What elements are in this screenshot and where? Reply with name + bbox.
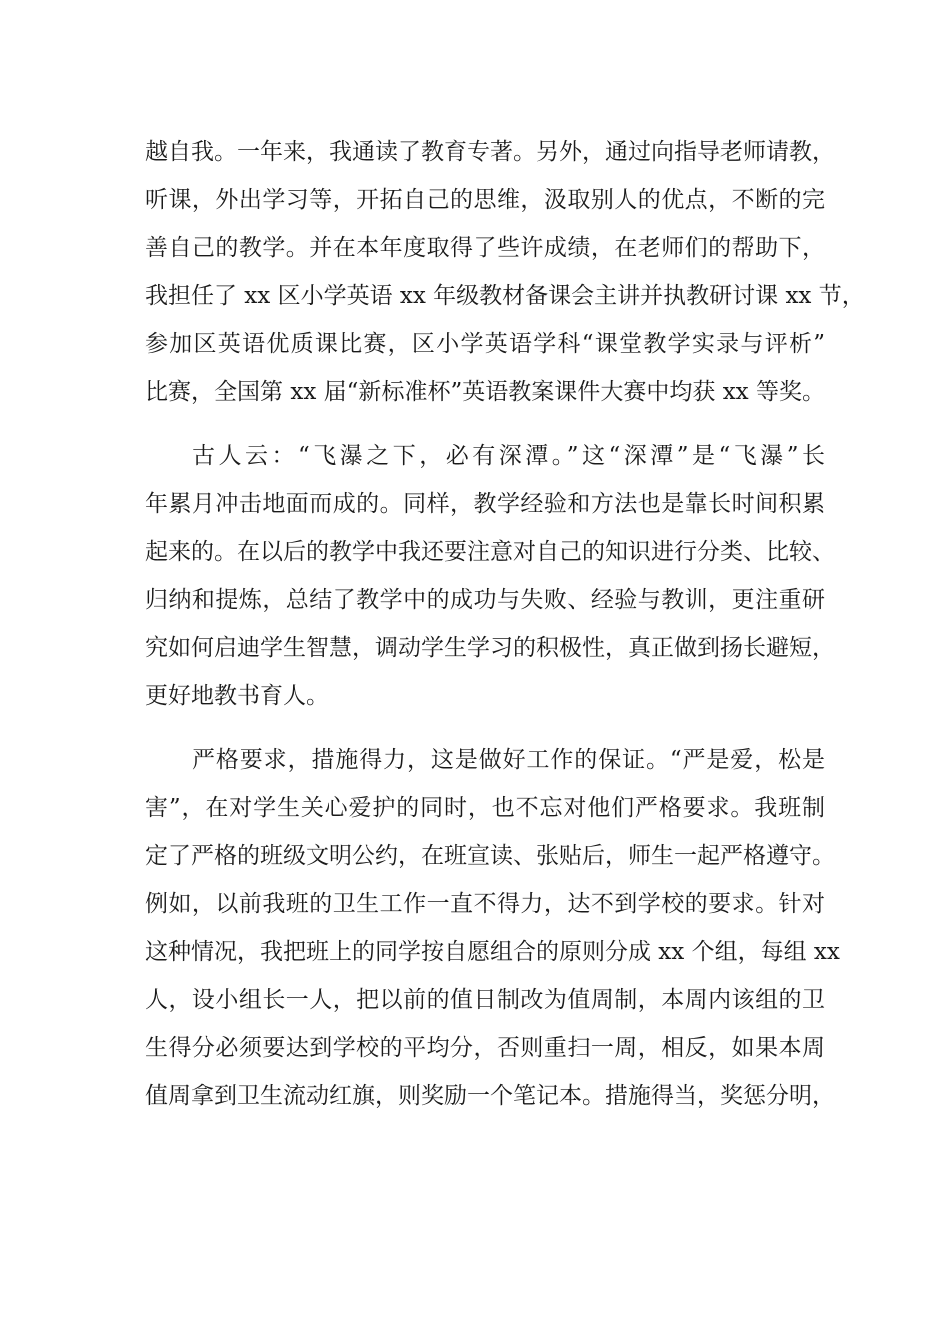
text-line: 值周拿到卫生流动红旗，则奖励一个笔记本。措施得当，奖惩分明，: [145, 1083, 835, 1109]
text-line: 定了严格的班级文明公约，在班宣读、张贴后，师生一起严格遵守。: [145, 843, 835, 869]
text-line: 害”，在对学生关心爱护的同时，也不忘对他们严格要求。我班制: [145, 795, 825, 821]
text-line: 这种情况，我把班上的同学按自愿组合的原则分成 xx 个组，每组 xx: [145, 939, 840, 965]
text-line: 生得分必须要达到学校的平均分，否则重扫一周，相反，如果本周: [145, 1035, 825, 1061]
text-line: 究如何启迪学生智慧，调动学生学习的积极性，真正做到扬长避短，: [145, 635, 835, 661]
text-line: 听课，外出学习等，开拓自己的思维，汲取别人的优点，不断的完: [145, 187, 825, 213]
text-line: 起来的。在以后的教学中我还要注意对自己的知识进行分类、比较、: [145, 539, 835, 565]
text-line: 年累月冲击地面而成的。同样，教学经验和方法也是靠长时间积累: [145, 491, 825, 517]
text-line: 严格要求，措施得力，这是做好工作的保证。“严是爱，松是: [192, 747, 825, 773]
text-line: 古人云：“飞瀑之下，必有深潭。”这“深潭”是“飞瀑”长: [192, 443, 825, 469]
text-line: 参加区英语优质课比赛，区小学英语学科“课堂教学实录与评析”: [145, 331, 825, 357]
text-line: 更好地教书育人。: [145, 683, 329, 709]
text-line: 人，设小组长一人，把以前的值日制改为值周制，本周内该组的卫: [145, 987, 825, 1013]
text-line: 比赛，全国第 xx 届“新标准杯”英语教案课件大赛中均获 xx 等奖。: [145, 379, 825, 405]
text-line: 例如，以前我班的卫生工作一直不得力，达不到学校的要求。针对: [145, 891, 825, 917]
text-line: 归纳和提炼，总结了教学中的成功与失败、经验与教训，更注重研: [145, 587, 825, 613]
text-line: 我担任了 xx 区小学英语 xx 年级教材备课会主讲并执教研讨课 xx 节，: [145, 283, 865, 309]
text-line: 越自我。一年来，我通读了教育专著。另外，通过向指导老师请教，: [145, 139, 835, 165]
text-line: 善自己的教学。并在本年度取得了些许成绩，在老师们的帮助下，: [145, 235, 825, 261]
